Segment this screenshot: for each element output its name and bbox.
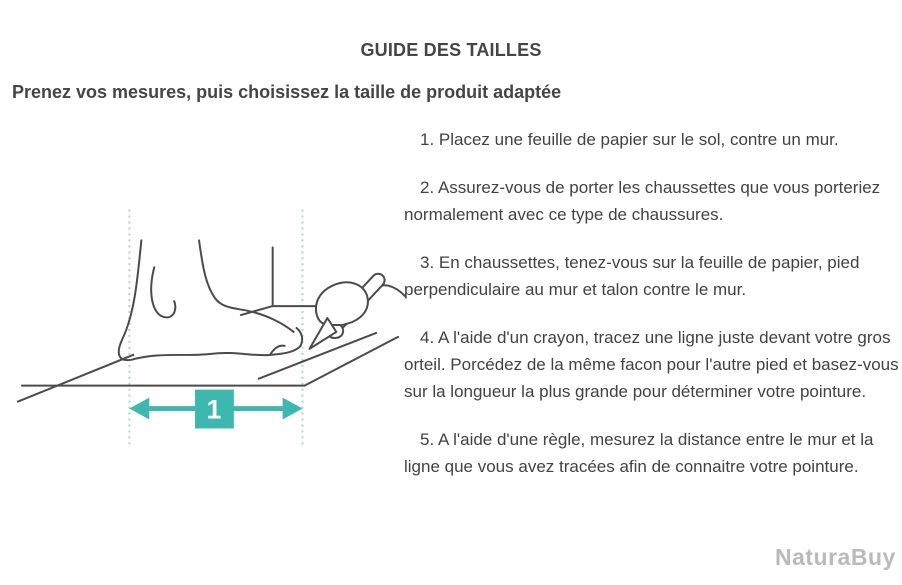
page-title: GUIDE DES TAILLES: [360, 40, 542, 60]
instructions-list: [404, 126, 902, 501]
instruction-step: 3. En chaussettes, tenez-vous sur la feuille de papier, pied perpendiculaire au mur et talon contre le mur.: [404, 253, 860, 299]
foot-measurement-diagram: [8, 122, 406, 520]
instruction-step: 5. A l'aide d'une règle, mesurez la distance entre le mur et la ligne que vous avez tracées afin de connaitre votre pointure.: [404, 430, 874, 476]
page-subtitle: Prenez vos mesures, puis choisissez la taille de produit adaptée: [12, 82, 562, 102]
instruction-step: 2. Assurez-vous de porter les chaussettes que vous porteriez normalement avec ce type de chaussures.: [404, 178, 881, 224]
measure-arrow: [129, 390, 302, 429]
foot-outline: [119, 240, 302, 360]
measure-value: 1: [206, 394, 222, 425]
instruction-step: 1. Placez une feuille de papier sur le sol, contre un mur.: [420, 130, 839, 149]
foot-measurement-illustration: [8, 122, 406, 520]
instruction-step: 4. A l'aide d'un crayon, tracez une ligne juste devant votre gros orteil. Porcédez de la même facon pour l'autre pied et basez-vous sur la longueur la plus grande pour déterminer votre pointure.: [404, 328, 899, 401]
naturabuy-watermark: NaturaBuy: [775, 544, 896, 570]
